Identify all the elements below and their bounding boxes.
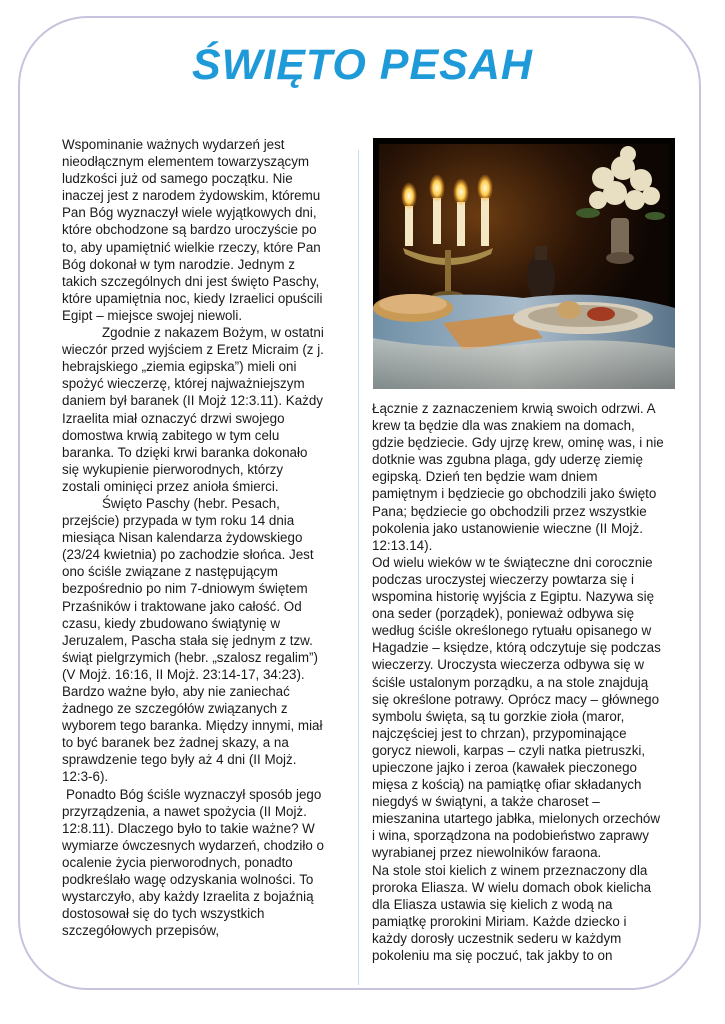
right-paragraph-1: Łącznie z zaznaczeniem krwią swoich odrzwi. A krew ta będzie dla was znakiem na domach, gdzie będziecie. Gdy ujrzę krew, ominę was, i nie dotknie was zgubna plaga, gdy uderzę ziemię egipską. Dzień ten będzie wam dniem pamiętnym i będziecie go obchodzili jako święto Pana; będziecie go obchodzili przez wszystkie pokolenia jako ustanowienie wieczne (II Mojż. 12:13.14). [372,401,664,553]
left-paragraph-2: Zgodnie z nakazem Bożym, w ostatni wieczór przed wyjściem z Eretz Micraim (z j. hebrajskiego „ziemia egipska”) mieli oni spożyć wieczerzę, której najważniejszym daniem był baranek (II Mojż 12:3.11). Każdy Izraelita miał oznaczyć drzwi swojego domostwa krwią zabitego w tym celu baranka. To dzięki krwi baranka dokonało się wykupienie pierworodnych, którzy zostali ominięci przez anioła śmierci. [62,325,324,494]
seder-table-photo [373,138,675,389]
column-divider [358,150,359,985]
left-paragraph-4: Ponadto Bóg ściśle wyznaczył sposób jego przyrządzenia, a nawet spożycia (II Mojż. 12:8.11). Dlaczego było to takie ważne? W wymiarze ówczesnych wydarzeń, chodziło o ocalenie życia pierworodnych, ponadto podkreślało wagę odzyskania wolności. To wystarczyło, aby każdy Izraelita z bojaźnią dostosował się do tych wszystkich szczegółowych przepisów, [62,786,324,939]
right-text-column [372,400,664,964]
right-paragraph-3: Na stole stoi kielich z winem przeznaczony dla proroka Eliasza. W wielu domach obok kielicha dla Eliasza ustawia się kielich z wodą na pamiątkę prorokini Miriam. Każde dziecko i każdy dorosły uczestnik sederu w każdym pokoleniu ma się poczuć, tak jakby to on [372,862,652,963]
left-paragraph-1: Wspominanie ważnych wydarzeń jest nieodłącznym elementem towarzyszącym ludzkości już od samego początku. Nie inaczej jest z narodem żydowskim, któremu Pan Bóg wyznaczył wiele wyjątkowych dni, które obchodzone są bardzo uroczyście po to, aby upamiętnić wielkie rzeczy, które Pan Bóg dokonał w tym narodzie. Jednym z takich szczególnych dni jest święto Paschy, które upamiętnia noc, kiedy Izraelici opuścili Egipt – miejsce swojej niewoli. [62,137,323,323]
left-text-column [62,136,324,939]
page-title: ŚWIĘTO PESAH [192,41,533,89]
left-paragraph-3: Święto Paschy (hebr. Pesach, przejście) przypada w tym roku 14 dnia miesiąca Nisan kalendarza żydowskiego (23/24 kwietnia) po zachodzie słońca. Jest ono ściśle związane z następującym bezpośrednio po nim 7-dniowym świętem Przaśników i traktowane jako całość. Od czasu, kiedy zbudowano świątynię w Jeruzalem, Pascha stała się jednym z tzw. świąt pielgrzymich (hebr. „szalosz regalim”) (V Mojż. 16:16, II Mojż. 23:14-17, 34:23). Bardzo ważne było, aby nie zaniechać żadnego ze szczegółów związanych z wyborem tego baranka. Między innymi, miał to być baranek bez żadnej skazy, a na sprawdzenie tego były aż 4 dni (II Mojż. 12:3-6). [62,495,323,785]
right-paragraph-2: Od wielu wieków w te świąteczne dni corocznie podczas uroczystej wieczerzy powtarza się i wspomina historię wyjścia z Egiptu. Nazywa się ona seder (porządek), ponieważ odbywa się według ściśle określonego rytuału opisanego w Hagadzie – księdze, którą odczytuje się podczas wieczerzy. Uroczysta wieczerza odbywa się w ściśle ustalonym porządku, a na stole znajdują się określone potrawy. Oprócz macy – głównego symbolu święta, są tu gorzkie zioła (maror, najczęściej jest to chrzan), przypominające gorycz niewoli, karpas – czyli natka pietruszki, upieczone jajko i zeroa (kawałek pieczonego mięsa z kością) na pamiątkę ofiar składanych niegdyś w świątyni, a także charoset – mieszanina utartego jabłka, mielonych orzechów i wina, sporządzona na podobieństwo zaprawy wyrabianej przez niewolników faraona. [372,554,661,861]
